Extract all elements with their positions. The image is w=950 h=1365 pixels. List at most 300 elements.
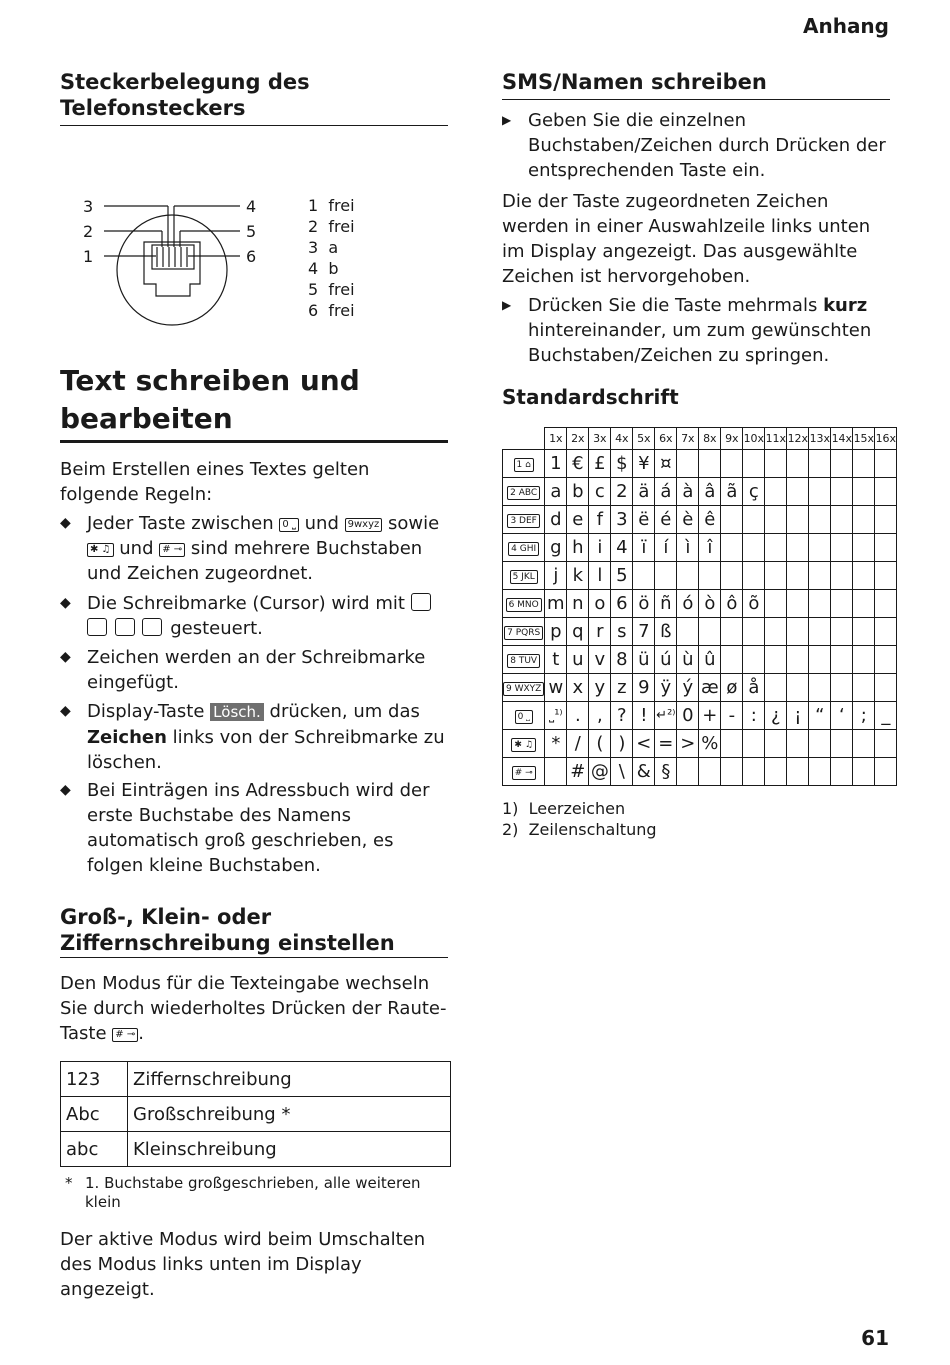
rule-item-3 xyxy=(60,645,452,695)
table-cell: o xyxy=(589,590,611,618)
pin-label: 4 xyxy=(246,197,257,216)
table-cell xyxy=(831,590,853,618)
table-cell: ì xyxy=(677,534,699,562)
table-cell xyxy=(831,674,853,702)
table-row xyxy=(503,450,897,478)
table-cell: í xyxy=(655,534,677,562)
table-cell xyxy=(677,562,699,590)
table-cell: “ xyxy=(809,702,831,730)
rule-item-4 xyxy=(60,699,452,775)
sms-step-2 xyxy=(502,293,893,368)
table-row xyxy=(503,534,897,562)
table-cell: g xyxy=(545,534,567,562)
pin-number: 5 xyxy=(308,280,319,299)
plug-title-line1: Steckerbelegung des xyxy=(60,70,310,94)
diamond-bullet-icon: ◆ xyxy=(60,703,71,719)
table-cell xyxy=(721,562,743,590)
table-cell xyxy=(721,618,743,646)
table-cell: b xyxy=(567,478,589,506)
table-cell: ò xyxy=(699,590,721,618)
phone-key-icon xyxy=(503,618,545,646)
table-cell xyxy=(765,674,787,702)
table-row xyxy=(61,1132,451,1167)
table-cell xyxy=(831,646,853,674)
table-cell: > xyxy=(677,730,699,758)
table-cell: y xyxy=(589,674,611,702)
phone-key-icon xyxy=(503,478,545,506)
table-cell xyxy=(853,562,875,590)
phone-key-icon xyxy=(503,450,545,478)
table-cell: s xyxy=(611,618,633,646)
nav-down-key-icon xyxy=(142,618,162,636)
text-edit-title-line1: Text schreiben und xyxy=(60,364,360,397)
table-row xyxy=(503,674,897,702)
column-header: 16x xyxy=(875,428,897,450)
case-mode-title-line2: Ziffernschreibung einstellen xyxy=(60,931,395,955)
table-cell: + xyxy=(699,702,721,730)
text-edit-intro: Beim Erstellen eines Textes gelten folgende Regeln: xyxy=(60,459,370,505)
table-cell xyxy=(765,730,787,758)
mode-code: 123 xyxy=(61,1062,128,1097)
table-cell: æ xyxy=(699,674,721,702)
table-cell: ? xyxy=(611,702,633,730)
case-mode-title xyxy=(60,904,395,956)
phone-key-label: ✱ ♫ xyxy=(511,738,535,752)
rule1-text-a: Jeder Taste zwischen xyxy=(87,513,274,534)
table-cell: ç xyxy=(743,478,765,506)
table-cell xyxy=(853,618,875,646)
plug-pin-diagram xyxy=(70,190,280,330)
table-cell xyxy=(809,730,831,758)
rule4-text-b: drücken, um das xyxy=(269,701,420,722)
table-cell xyxy=(765,618,787,646)
case-mode-outro: Der aktive Modus wird beim Umschalten des Modus links unten im Display angezeigt. xyxy=(60,1229,426,1300)
case-mode-intro-end: . xyxy=(138,1023,144,1044)
table-cell xyxy=(743,618,765,646)
table-cell: , xyxy=(589,702,611,730)
table-cell xyxy=(809,506,831,534)
pin-label: 5 xyxy=(246,222,257,241)
table-cell: ÿ xyxy=(655,674,677,702)
table-row xyxy=(503,590,897,618)
table-cell: ¥ xyxy=(633,450,655,478)
table-row xyxy=(61,1062,451,1097)
table-cell xyxy=(831,618,853,646)
table-cell: ñ xyxy=(655,590,677,618)
phone-key-label: # ⊸ xyxy=(512,766,536,780)
text-edit-title-rule xyxy=(60,440,448,443)
phone-key-icon xyxy=(503,730,545,758)
table-cell: m xyxy=(545,590,567,618)
table-cell xyxy=(743,534,765,562)
running-header: Anhang xyxy=(802,14,889,38)
column-header: 10x xyxy=(743,428,765,450)
nav-right-key-icon xyxy=(87,618,107,636)
phone-key-label: 2 ABC xyxy=(507,486,540,500)
rule1-text-c: sowie xyxy=(388,513,440,534)
table-row xyxy=(503,702,897,730)
diamond-bullet-icon: ◆ xyxy=(60,515,71,531)
plug-title-rule xyxy=(60,125,448,126)
column-header: 1x xyxy=(545,428,567,450)
column-header: 6x xyxy=(655,428,677,450)
table-cell xyxy=(765,590,787,618)
table-cell xyxy=(765,506,787,534)
table-cell: à xyxy=(677,478,699,506)
table-row xyxy=(503,478,897,506)
table-cell: ¡ xyxy=(787,702,809,730)
table-cell xyxy=(765,646,787,674)
table-cell xyxy=(787,758,809,786)
table-cell: x xyxy=(567,674,589,702)
table-cell: ( xyxy=(589,730,611,758)
table-cell xyxy=(875,450,897,478)
table-cell xyxy=(853,534,875,562)
table-cell xyxy=(787,534,809,562)
table-cell xyxy=(853,478,875,506)
rule-item-5 xyxy=(60,778,452,878)
pin-assignment-list xyxy=(308,195,355,321)
key-0-icon: 0 ⎵ xyxy=(279,518,299,532)
table-cell: 8 xyxy=(611,646,633,674)
pin-assignment xyxy=(308,300,355,321)
table-cell xyxy=(853,450,875,478)
table-cell: d xyxy=(545,506,567,534)
column-header: 14x xyxy=(831,428,853,450)
column-header: 7x xyxy=(677,428,699,450)
table-cell xyxy=(699,618,721,646)
table-cell xyxy=(809,534,831,562)
footnote-mark: * xyxy=(65,1174,73,1192)
table-cell: î xyxy=(699,534,721,562)
table-cell xyxy=(853,590,875,618)
pin-value: a xyxy=(328,238,339,257)
table-row xyxy=(503,618,897,646)
table-cell: : xyxy=(743,702,765,730)
table-notes xyxy=(502,798,657,840)
table-cell: \ xyxy=(611,758,633,786)
table-cell xyxy=(831,730,853,758)
table-cell xyxy=(787,450,809,478)
table-cell xyxy=(875,534,897,562)
table-cell: û xyxy=(699,646,721,674)
table-cell xyxy=(809,758,831,786)
table-note xyxy=(502,798,657,819)
table-cell: ⎵¹⁾ xyxy=(545,702,567,730)
column-header: 9x xyxy=(721,428,743,450)
case-mode-intro-text: Den Modus für die Texteingabe wechseln Sie durch wiederholtes Drücken der Raute-Taste xyxy=(60,973,447,1044)
phone-key-icon xyxy=(503,534,545,562)
sms-step-1 xyxy=(502,108,893,183)
rule2-text-a: Die Schreibmarke (Cursor) wird mit xyxy=(87,593,405,614)
standard-font-title: Standardschrift xyxy=(502,385,679,409)
character-table xyxy=(502,427,897,786)
table-cell xyxy=(721,758,743,786)
table-cell xyxy=(853,506,875,534)
table-cell xyxy=(875,562,897,590)
table-cell xyxy=(743,562,765,590)
pin-number: 2 xyxy=(308,217,319,236)
table-cell xyxy=(875,506,897,534)
table-cell xyxy=(765,450,787,478)
key-hash-icon: # ⊸ xyxy=(112,1028,138,1042)
phone-key-icon xyxy=(503,702,545,730)
rule1-text-e: sind mehrere Buchstaben und Zeichen zugeordnet. xyxy=(87,538,423,584)
display-key-loesch: Lösch. xyxy=(210,703,264,721)
table-cell: ø xyxy=(721,674,743,702)
table-cell: 4 xyxy=(611,534,633,562)
table-cell: 3 xyxy=(611,506,633,534)
table-cell: ¿ xyxy=(765,702,787,730)
table-cell: ë xyxy=(633,506,655,534)
table-cell xyxy=(765,478,787,506)
table-cell xyxy=(677,618,699,646)
table-cell xyxy=(545,758,567,786)
table-row xyxy=(503,506,897,534)
table-cell: £ xyxy=(589,450,611,478)
table-cell xyxy=(699,450,721,478)
table-cell xyxy=(633,562,655,590)
table-cell xyxy=(875,730,897,758)
table-cell: å xyxy=(743,674,765,702)
phone-key-label: 4 GHI xyxy=(508,542,539,556)
table-cell: k xyxy=(567,562,589,590)
key-star-icon: ✱ ♫ xyxy=(87,543,114,557)
table-cell: e xyxy=(567,506,589,534)
table-cell xyxy=(787,618,809,646)
table-cell xyxy=(831,450,853,478)
pin-assignment xyxy=(308,216,355,237)
triangle-bullet-icon: ▶ xyxy=(502,298,512,312)
phone-key-label: 1 ⌂ xyxy=(514,458,534,472)
table-cell: ï xyxy=(633,534,655,562)
table-cell xyxy=(699,758,721,786)
sms-paragraph: Die der Taste zugeordneten Zeichen werden in einer Auswahlzeile links unten im Display angezeigt. Das ausgewählte Zeichen ist hervorgehoben. xyxy=(502,191,871,287)
table-cell: / xyxy=(567,730,589,758)
table-cell xyxy=(787,730,809,758)
table-cell xyxy=(875,590,897,618)
text-edit-title-line2: bearbeiten xyxy=(60,402,233,435)
column-header: 15x xyxy=(853,428,875,450)
table-cell: é xyxy=(655,506,677,534)
table-cell: ö xyxy=(633,590,655,618)
table-row xyxy=(503,730,897,758)
table-cell xyxy=(809,478,831,506)
sms-step-2-text-a: Drücken Sie die Taste mehrmals xyxy=(528,295,818,316)
text-edit-title xyxy=(60,362,360,438)
table-cell xyxy=(787,506,809,534)
table-cell xyxy=(677,758,699,786)
mode-code: Abc xyxy=(61,1097,128,1132)
table-cell xyxy=(831,506,853,534)
diamond-bullet-icon: ◆ xyxy=(60,595,71,611)
pin-value: frei xyxy=(328,196,355,215)
key-9-icon: 9wxyz xyxy=(345,518,383,532)
table-cell: € xyxy=(567,450,589,478)
table-cell xyxy=(875,478,897,506)
table-cell: % xyxy=(699,730,721,758)
table-cell xyxy=(743,450,765,478)
key-hash-icon: # ⊸ xyxy=(159,543,185,557)
case-mode-title-line1: Groß-, Klein- oder xyxy=(60,905,272,929)
pin-number: 6 xyxy=(308,301,319,320)
phone-key-label: 3 DEF xyxy=(507,514,539,528)
table-cell: j xyxy=(545,562,567,590)
pin-number: 4 xyxy=(308,259,319,278)
table-cell xyxy=(721,450,743,478)
table-cell xyxy=(875,646,897,674)
table-cell: < xyxy=(633,730,655,758)
table-cell: ! xyxy=(633,702,655,730)
note-text: Zeilenschaltung xyxy=(528,820,657,839)
table-cell: # xyxy=(567,758,589,786)
page-number: 61 xyxy=(861,1326,889,1350)
table-note xyxy=(502,819,657,840)
rule4-text-c: links von der Schreibmarke zu löschen. xyxy=(87,727,445,773)
phone-key-label: 0 ⎵ xyxy=(515,710,533,724)
table-cell xyxy=(787,674,809,702)
rule-item-1 xyxy=(60,511,452,586)
pin-value: frei xyxy=(328,217,355,236)
table-cell: z xyxy=(611,674,633,702)
phone-key-label: 5 JKL xyxy=(510,570,538,584)
mode-label: Ziffernschreibung xyxy=(128,1062,451,1097)
phone-key-label: 9 WXYZ xyxy=(503,682,544,696)
table-cell: c xyxy=(589,478,611,506)
pin-label: 1 xyxy=(83,247,94,266)
table-header-row xyxy=(503,428,897,450)
table-cell xyxy=(831,478,853,506)
table-cell: i xyxy=(589,534,611,562)
table-cell xyxy=(721,506,743,534)
sms-title-rule xyxy=(502,99,890,100)
table-cell: 1 xyxy=(545,450,567,478)
table-cell xyxy=(809,646,831,674)
column-header: 8x xyxy=(699,428,721,450)
table-cell: a xyxy=(545,478,567,506)
table-cell: n xyxy=(567,590,589,618)
table-cell xyxy=(787,646,809,674)
note-text: Leerzeichen xyxy=(528,799,626,818)
mode-code: abc xyxy=(61,1132,128,1167)
table-cell: & xyxy=(633,758,655,786)
table-cell: 7 xyxy=(633,618,655,646)
table-cell xyxy=(831,562,853,590)
table-cell: 9 xyxy=(633,674,655,702)
pin-assignment xyxy=(308,237,355,258)
diamond-bullet-icon: ◆ xyxy=(60,782,71,798)
table-cell: ) xyxy=(611,730,633,758)
table-cell xyxy=(853,646,875,674)
table-cell xyxy=(743,758,765,786)
table-cell xyxy=(743,506,765,534)
phone-key-icon xyxy=(503,562,545,590)
table-cell xyxy=(743,646,765,674)
table-cell: . xyxy=(567,702,589,730)
table-cell: õ xyxy=(743,590,765,618)
nav-up-key-icon xyxy=(115,618,135,636)
note-number: 1) xyxy=(502,799,519,818)
table-row xyxy=(503,758,897,786)
column-header: 3x xyxy=(589,428,611,450)
table-cell: l xyxy=(589,562,611,590)
table-cell: ê xyxy=(699,506,721,534)
rule1-text-d: und xyxy=(119,538,154,559)
column-header: 2x xyxy=(567,428,589,450)
table-cell: ý xyxy=(677,674,699,702)
table-row xyxy=(503,646,897,674)
table-cell: ü xyxy=(633,646,655,674)
nav-left-key-icon xyxy=(411,593,431,611)
table-cell xyxy=(787,478,809,506)
column-header: 5x xyxy=(633,428,655,450)
pin-assignment xyxy=(308,258,355,279)
case-mode-title-rule xyxy=(60,957,448,958)
table-cell xyxy=(875,674,897,702)
table-cell: 5 xyxy=(611,562,633,590)
table-cell: q xyxy=(567,618,589,646)
mode-label: Großschreibung * xyxy=(128,1097,451,1132)
table-cell xyxy=(809,618,831,646)
footnote-text: 1. Buchstabe großgeschrieben, alle weiteren klein xyxy=(85,1174,421,1211)
table-cell xyxy=(809,562,831,590)
table-cell: á xyxy=(655,478,677,506)
table-cell xyxy=(809,590,831,618)
column-header: 12x xyxy=(787,428,809,450)
table-cell xyxy=(721,534,743,562)
table-row xyxy=(503,562,897,590)
table-cell xyxy=(677,450,699,478)
table-cell: ã xyxy=(721,478,743,506)
table-cell xyxy=(875,758,897,786)
table-cell: f xyxy=(589,506,611,534)
table-cell: = xyxy=(655,730,677,758)
table-cell xyxy=(721,646,743,674)
table-row xyxy=(61,1097,451,1132)
diamond-bullet-icon: ◆ xyxy=(60,649,71,665)
table-cell: ‘ xyxy=(831,702,853,730)
pin-value: frei xyxy=(328,280,355,299)
sms-step-2-text-b: hintereinander, um zum gewünschten Buchstaben/Zeichen zu springen. xyxy=(528,320,872,366)
table-cell: p xyxy=(545,618,567,646)
rule4-text-a: Display-Taste xyxy=(87,701,205,722)
table-cell xyxy=(875,618,897,646)
table-cell: ú xyxy=(655,646,677,674)
column-header: 13x xyxy=(809,428,831,450)
table-cell: u xyxy=(567,646,589,674)
rule2-text-b: gesteuert. xyxy=(170,618,263,639)
pin-assignment xyxy=(308,279,355,300)
table-cell xyxy=(853,674,875,702)
rule1-text-b: und xyxy=(304,513,339,534)
table-cell: w xyxy=(545,674,567,702)
sms-step-2-bold: kurz xyxy=(823,295,868,316)
table-cell xyxy=(787,562,809,590)
table-cell: è xyxy=(677,506,699,534)
mode-table xyxy=(60,1061,451,1167)
table-cell xyxy=(809,674,831,702)
table-cell xyxy=(721,730,743,758)
phone-key-icon xyxy=(503,674,545,702)
table-cell xyxy=(831,758,853,786)
phone-key-icon xyxy=(503,758,545,786)
plug-title-line2: Telefonsteckers xyxy=(60,96,246,120)
table-cell: ; xyxy=(853,702,875,730)
table-cell: - xyxy=(721,702,743,730)
rule4-text-bold: Zeichen xyxy=(87,727,167,748)
triangle-bullet-icon: ▶ xyxy=(502,113,512,127)
table-cell: â xyxy=(699,478,721,506)
